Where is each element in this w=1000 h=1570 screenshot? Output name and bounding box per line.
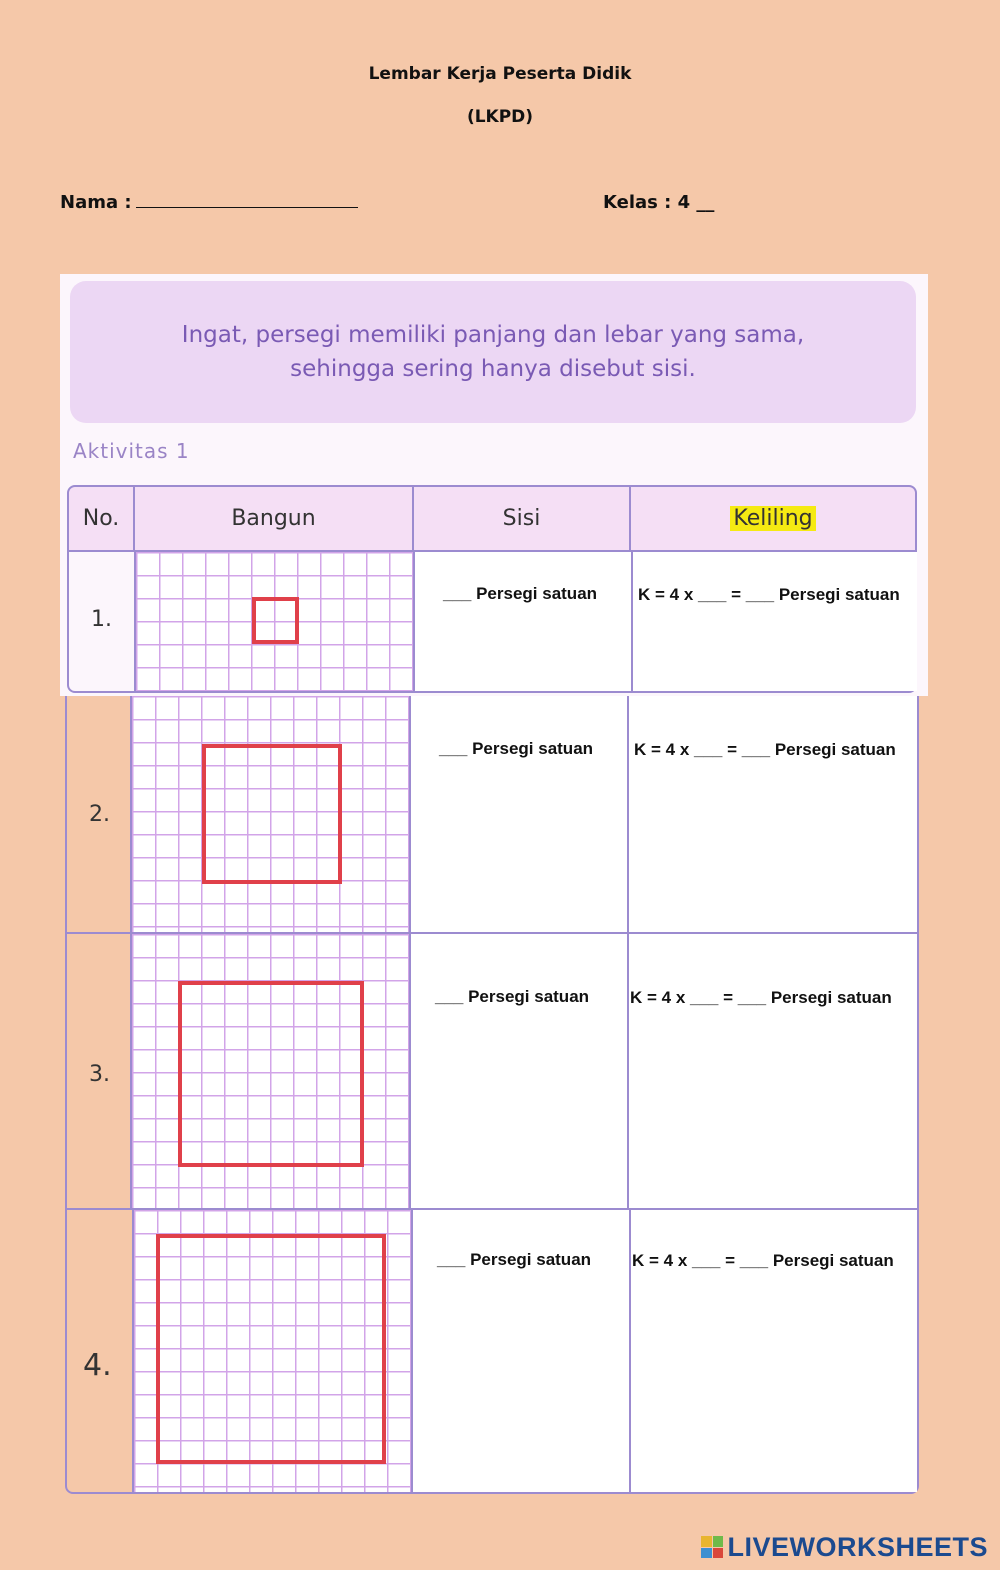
reminder-box [70, 281, 916, 423]
table-row [65, 932, 919, 1208]
keliling-answer-field[interactable]: K = 4 x ___ = ___ Persegi satuan [634, 740, 896, 759]
reminder-line-2: sehingga sering hanya disebut sisi. [290, 356, 696, 382]
sisi-cell [411, 934, 629, 1208]
sisi-answer-field[interactable]: ___ Persegi satuan [439, 739, 594, 758]
header-keliling-label: Keliling [730, 506, 815, 531]
keliling-cell [633, 552, 917, 691]
row-number-cell [69, 552, 136, 691]
grid-cell [134, 1210, 413, 1492]
table-row [67, 552, 917, 693]
red-square [178, 981, 364, 1167]
table-row [65, 696, 919, 932]
sisi-answer-field[interactable]: ___ Persegi satuan [437, 1250, 592, 1269]
liveworksheets-logo [701, 1530, 988, 1564]
keliling-cell [631, 1210, 917, 1492]
kelas-field[interactable] [603, 192, 714, 213]
row-number: 1. [91, 607, 112, 632]
nama-blank[interactable] [136, 193, 358, 208]
header-sisi: Sisi [414, 487, 631, 550]
grid-cell [132, 696, 411, 932]
row-number: 4. [83, 1348, 112, 1383]
sisi-cell [413, 1210, 631, 1492]
keliling-answer-field[interactable]: K = 4 x ___ = ___ Persegi satuan [632, 1251, 894, 1270]
worksheet-subtitle: (LKPD) [466, 107, 534, 127]
row-number-cell [67, 1210, 134, 1492]
keliling-answer-field[interactable]: K = 4 x ___ = ___ Persegi satuan [630, 988, 892, 1007]
logo-icon [701, 1536, 723, 1558]
nama-field[interactable] [60, 192, 358, 213]
table-row [65, 1208, 919, 1494]
red-square [252, 597, 299, 644]
keliling-answer-field[interactable]: K = 4 x ___ = ___ Persegi satuan [638, 585, 900, 604]
keliling-cell [629, 934, 919, 1208]
red-square [156, 1234, 386, 1464]
sisi-answer-field[interactable]: ___ Persegi satuan [443, 584, 598, 603]
header-bangun: Bangun [135, 487, 414, 550]
row-number-cell [65, 696, 132, 932]
sisi-answer-field[interactable]: ___ Persegi satuan [435, 987, 590, 1006]
reminder-line-1: Ingat, persegi memiliki panjang dan lebar yang sama, [181, 322, 805, 348]
header-keliling [631, 487, 915, 550]
table-header [67, 485, 917, 552]
grid-cell [132, 934, 411, 1208]
grid-cell [136, 552, 415, 691]
sisi-cell [415, 552, 633, 691]
red-square [202, 744, 342, 884]
row-number: 3. [89, 1062, 110, 1087]
sisi-cell [411, 696, 629, 932]
kelas-label: Kelas : 4 __ [603, 192, 715, 213]
header-no: No. [69, 487, 135, 550]
keliling-cell [629, 696, 919, 932]
nama-label: Nama : [60, 192, 132, 213]
worksheet-title: Lembar Kerja Peserta Didik [368, 64, 632, 84]
activity-title: Aktivitas 1 [73, 439, 190, 463]
row-number: 2. [89, 802, 110, 827]
row-number-cell [65, 934, 132, 1208]
brand-name: LIVEWORKSHEETS [727, 1531, 988, 1562]
